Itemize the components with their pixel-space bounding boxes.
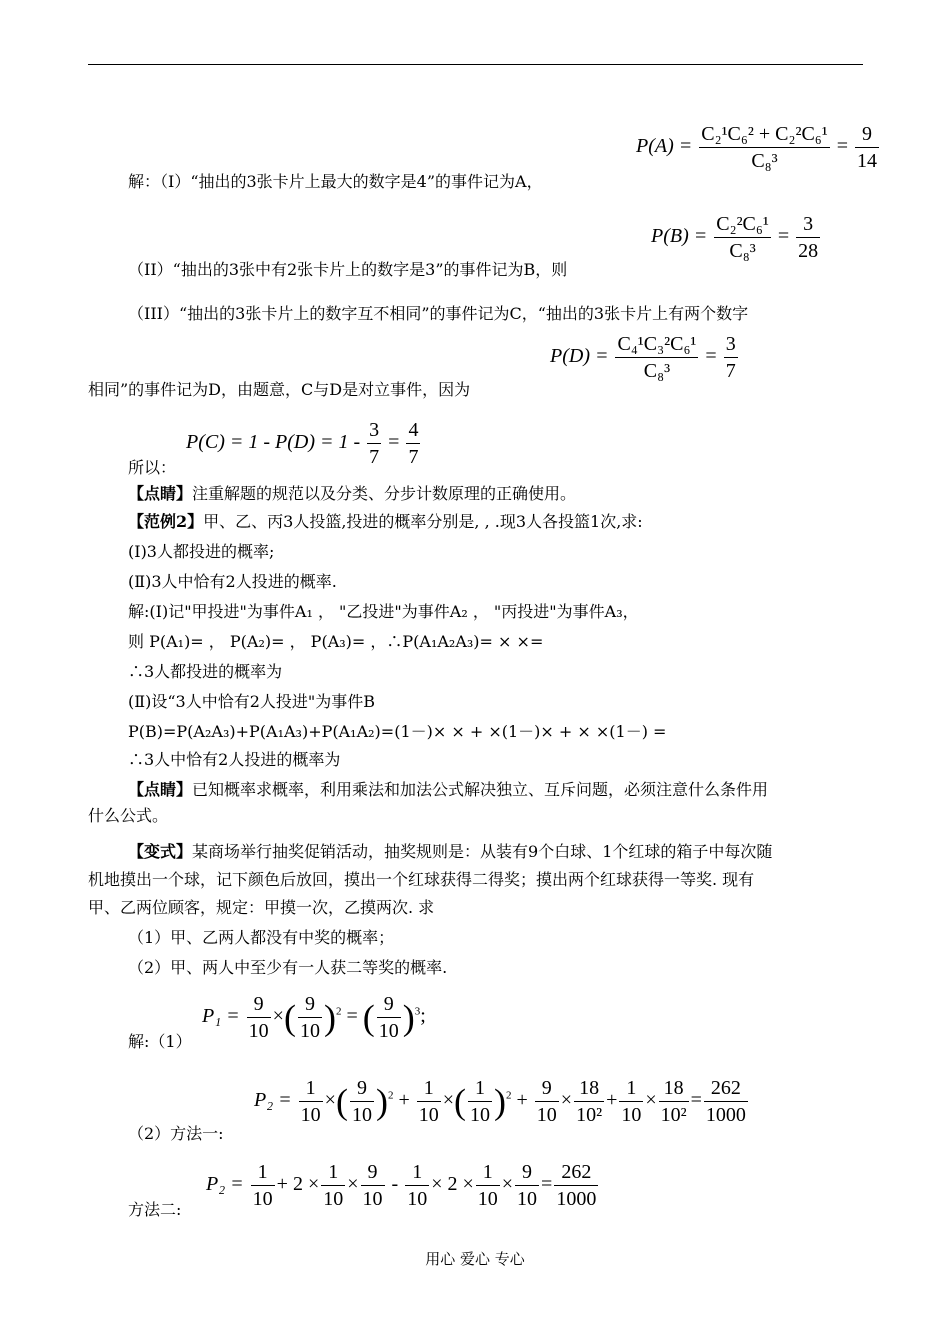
pa-num: C₂¹C₆² + C₂²C₆¹: [699, 122, 830, 148]
pb-den: C₈³: [729, 240, 756, 262]
pb-num: C₂²C₆¹: [714, 212, 771, 238]
p2b-1n: 1: [251, 1160, 275, 1186]
line-variant-3: 甲、乙两位顾客，规定：甲摸一次，乙摸两次. 求: [88, 898, 435, 917]
pc-d2: 7: [408, 446, 419, 468]
p2a-rd: 1000: [705, 1104, 746, 1126]
pd-rd: 7: [725, 360, 736, 382]
p1-d1: 10: [248, 1020, 269, 1042]
pd-num: C₄¹C₃²C₆¹: [615, 332, 698, 358]
p2b-rn: 262: [554, 1160, 598, 1186]
line-variant-q2: （2）甲、两人中至少有一人获二等奖的概率.: [128, 958, 448, 977]
p2a-3n: 1: [417, 1076, 441, 1102]
p2b-4d: 10: [407, 1188, 428, 1210]
line-dianjing-2: [128, 780, 768, 800]
pc-lhs: P(C) = 1 - P(D) = 1 -: [186, 431, 361, 454]
p2b-2n: 1: [321, 1160, 345, 1186]
pc-n1: 3: [367, 418, 381, 444]
p1-d2: 10: [299, 1020, 320, 1042]
p2b-eq: =: [541, 1173, 553, 1196]
p2a-2n: 9: [350, 1076, 374, 1102]
example-label: 【范例2】: [128, 512, 204, 531]
pd-rn: 3: [724, 332, 738, 358]
dianjing-text-2: 已知概率求概率，利用乘法和加法公式解决独立、互斥问题，必须注意什么条件用: [192, 780, 769, 799]
dianjing-label-2: 【点睛】: [128, 780, 193, 799]
header-rule: [88, 64, 863, 65]
line-solution-4: 相同”的事件记为D，由题意，C与D是对立事件，因为: [88, 380, 471, 399]
p1-lhs: P₁ =: [202, 1005, 240, 1028]
p2b-2d: 10: [323, 1188, 344, 1210]
pc-eq: =: [388, 431, 400, 454]
p2b-3d: 10: [362, 1188, 383, 1210]
line-so: 所以：: [128, 458, 177, 477]
p2b-3n: 9: [361, 1160, 385, 1186]
pb-lhs: P(B) =: [651, 225, 708, 248]
pa-eq: =: [836, 135, 849, 158]
pb-eq: =: [777, 225, 790, 248]
p1-end: ;: [420, 1005, 426, 1028]
variant-text: 某商场举行抽奖促销活动，抽奖规则是：从装有9个白球、1个红球的箱子中每次随: [192, 842, 773, 861]
p2b-6n: 9: [515, 1160, 539, 1186]
p2a-3d: 10: [418, 1104, 439, 1126]
pa-den: C₈³: [751, 150, 778, 172]
p2a-7n: 1: [619, 1076, 643, 1102]
line-method-2: 方法二:: [128, 1200, 182, 1219]
p2a-8d: 10²: [660, 1104, 687, 1126]
line-q1: (Ⅰ)3人都投进的概率;: [128, 542, 275, 561]
line-variant-q1: （1）甲、乙两人都没有中奖的概率；: [128, 928, 395, 947]
line-dianjing-1: [128, 484, 576, 504]
line-sol-all: ∴3人都投进的概率为: [128, 662, 283, 681]
formula-p2-method1: P₂ = $\frac{1}{10}$ ×( $\frac{9}{10}$ )$^2$ + $\frac{1}{10}$ ×( $\frac{1}{10}$ )$^2$ + $\frac{9}{10}$ × $\frac{18}{\text{10²}}$ + $\frac{1}{10}$ × $\frac{18}{\text{10²}}$ = $\frac{262}{1000}$: [254, 1077, 746, 1126]
p2b-4n: 1: [405, 1160, 429, 1186]
p2a-6n: 18: [574, 1076, 604, 1102]
line-sol-probs: 则 P(A₁)= ， P(A₂)= ， P(A₃)= ，∴P(A₁A₂A₃)= × ×=: [128, 632, 544, 651]
pc-d1: 7: [369, 446, 380, 468]
line-sol-pb: P(B)=P(A₂A₃)+P(A₁A₃)+P(A₁A₂)=(1－)× × + ×(1－)× + × ×(1－) =: [128, 722, 667, 741]
line-example-2: [128, 512, 643, 532]
pa-lhs: P(A) =: [636, 135, 693, 158]
formula-pd: [550, 332, 740, 383]
line-sol-events: 解:(Ⅰ)记"甲投进"为事件A₁ ， "乙投进"为事件A₂ ， "丙投进"为事件A₃，: [128, 602, 639, 621]
line-sol-b: (Ⅱ)设“3人中恰有2人投进"为事件B: [128, 692, 376, 711]
p1-eq: =: [346, 1005, 358, 1028]
formula-p2-method2: P₂ = $\frac{1}{10}$ + 2 × $\frac{1}{10}$ × $\frac{9}{10}$ - $\frac{1}{10}$ × 2 × $\frac{1}{10}$ × $\frac{9}{10}$ = $\frac{262}{1000}$: [206, 1161, 597, 1210]
p1-n2: 9: [298, 992, 322, 1018]
line-dianjing-2b: 什么公式。: [88, 806, 169, 825]
p1-n1: 9: [247, 992, 271, 1018]
p2b-6d: 10: [517, 1188, 538, 1210]
p2b-x2: × 2 ×: [431, 1173, 474, 1196]
variant-label: 【变式】: [128, 842, 193, 861]
formula-pa: [636, 122, 881, 173]
pa-rn: 9: [855, 122, 879, 148]
p2b-rd: 1000: [556, 1188, 597, 1210]
p2b-plus: + 2 ×: [276, 1173, 320, 1196]
p2a-8n: 18: [659, 1076, 689, 1102]
line-solution-2: （II）“抽出的3张中有2张卡片上的数字是3”的事件记为B，则: [128, 260, 568, 279]
pd-eq: =: [705, 345, 717, 368]
dianjing-label-1: 【点睛】: [128, 484, 193, 503]
p1-times: ×: [272, 1005, 284, 1028]
p2a-5d: 10: [536, 1104, 557, 1126]
p2a-6d: 10²: [576, 1104, 603, 1126]
p1-d3: 10: [378, 1020, 399, 1042]
line-method-1: （2）方法一:: [128, 1124, 224, 1143]
formula-pb: [651, 212, 822, 263]
p1-n3: 9: [377, 992, 401, 1018]
p2a-7d: 10: [621, 1104, 642, 1126]
pa-rd: 14: [857, 150, 878, 172]
pd-den: C₈³: [643, 360, 671, 382]
p2a-1n: 1: [299, 1076, 323, 1102]
line-sol-two: ∴3人中恰有2人投进的概率为: [128, 750, 341, 769]
line-q2: (Ⅱ)3人中恰有2人投进的概率.: [128, 572, 337, 591]
p2a-rn: 262: [704, 1076, 748, 1102]
line-variant: [128, 842, 772, 862]
line-sol-1: 解:（1）: [128, 1032, 192, 1051]
p2b-lhs: P₂ =: [206, 1173, 244, 1196]
pb-rd: 28: [798, 240, 819, 262]
line-solution-1: 解：（I）“抽出的3张卡片上最大的数字是4”的事件记为A，: [128, 172, 543, 191]
p2b-minus: -: [391, 1173, 399, 1196]
formula-pc: [186, 418, 422, 469]
p2b-1d: 10: [252, 1188, 273, 1210]
p2a-lhs: P₂ =: [254, 1089, 292, 1112]
line-variant-2: 机地摸出一个球，记下颜色后放回，摸出一个红球获得二得奖；摸出两个红球获得一等奖. 现有: [88, 870, 755, 889]
p2b-5d: 10: [477, 1188, 498, 1210]
p2a-4d: 10: [470, 1104, 491, 1126]
example-text: 甲、乙、丙3人投篮,投进的概率分别是, , .现3人各投篮1次,求:: [203, 512, 643, 531]
p2b-5n: 1: [476, 1160, 500, 1186]
p2a-5n: 9: [535, 1076, 559, 1102]
pd-lhs: P(D) =: [550, 345, 609, 368]
pc-n2: 4: [406, 418, 420, 444]
page-footer: 用心 爱心 专心: [425, 1250, 525, 1268]
p2a-2d: 10: [351, 1104, 372, 1126]
p2a-1d: 10: [300, 1104, 321, 1126]
line-solution-3: （III）“抽出的3张卡片上的数字互不相同”的事件记为C，“抽出的3张卡片上有两个数字: [128, 304, 749, 323]
formula-p1: P₁ = $\frac{9}{10}$ ×( $\frac{9}{10}$ )$^2$ = ( $\frac{9}{10}$ )$^3$;: [202, 993, 426, 1042]
dianjing-text-1: 注重解题的规范以及分类、分步计数原理的正确使用。: [192, 484, 577, 503]
pb-rn: 3: [796, 212, 820, 238]
p2a-4n: 1: [468, 1076, 492, 1102]
